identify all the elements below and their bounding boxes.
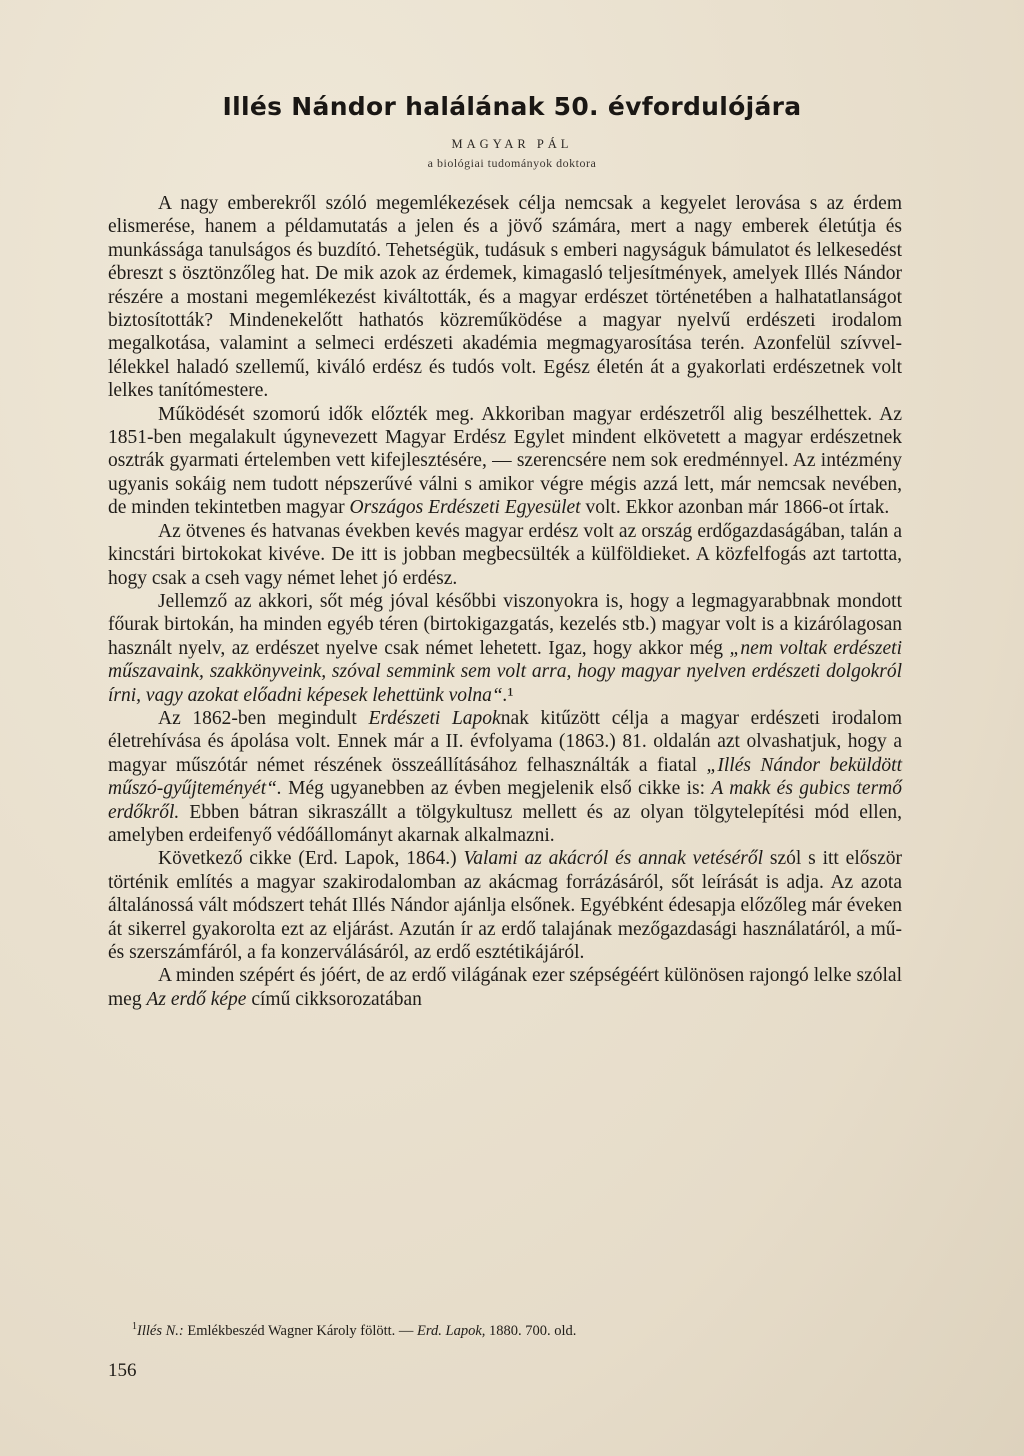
- text-run: Következő cikke (Erd. Lapok, 1864.): [158, 848, 464, 870]
- paragraph: [108, 964, 902, 1011]
- text-run: nak kitűzött célja a magyar erdészeti irodalom életrehívása és ápolása volt. Ennek már a II. évfolyama (1863.) 81. oldalán azt olvashatjuk, hogy a magyar műszótár német részének összeállításához felhasználták a fiatal: [108, 707, 902, 776]
- text-run: Még ugyanebben az évben megjelenik első cikke is:: [281, 778, 712, 800]
- text-run: A nagy emberekről szóló megemlékezések célja nemcsak a kegyelet lerovása s az érdem elismerése, hanem a példamutatás a jelen és a jövő számára, mert a nagy emberek életútja és munkássága tanulságos és buzdító. Tehetségük, tudásuk s emberi nagyságuk bámulatot és lelkesedést ébreszt s ösztönzőleg hat. De mik azok az érdemek, kimagasló teljesítmények, amelyek Illés Nándor részére a mostani megemlékezést kiváltották, és a magyar erdészet történetében a halhatatlanságot biztosították? Mindenekelőtt hathatós közreműködése a magyar nyelvű erdészeti irodalom megalkotása, valamint a selmeci erdészeti akadémia megmagyarosítása terén. Azonfelül szívvel-lélekkel haladó szellemű, kiváló erdész és tudós volt. Egész életén át a gyakorlati erdészetnek volt lelkes tanítómestere.: [108, 193, 902, 402]
- text-run: Ebben bátran sikraszállt a tölgykultusz mellett és az olyan tölgytelepítési mód ellen, amelyben erdeifenyő védőállományt akarnak alkalmazni.: [108, 801, 902, 846]
- footnote-marker: 1: [132, 1321, 137, 1332]
- paragraph: [108, 520, 902, 590]
- italic-text: Országos Erdészeti Egyesület: [349, 497, 581, 519]
- paragraph: [108, 707, 902, 847]
- page-number: 156: [108, 1360, 137, 1381]
- italic-text: „nem voltak erdészeti műszavaink, szakkönyveink, szóval semmink sem volt arra, hogy magyar nyelven erdészeti dolgokról írni, vagy azokat előadni képesek lehettünk volna“.: [108, 637, 902, 706]
- paragraph: [108, 192, 902, 403]
- paragraph: [108, 403, 902, 520]
- text-run: szól s itt először történik említés a magyar szakirodalomban az akácmag forrázásáról, sőt leírását is adja. Az azota általánossá vált módszert tehát Illés Nándor ajánlja elsőnek. Egyébként édesapja előzőleg már éveken át sikerrel gyakorolta ezt az eljárást. Azután ír az erdő talajának mezőgazdasági használatáról, a mű- és szerszámfáról, a fa konzerválásáról, az erdő esztétikájáról.: [108, 848, 902, 963]
- author-name: MAGYAR PÁL: [451, 137, 573, 151]
- italic-text: Erdészeti Lapok: [368, 707, 501, 729]
- footnote-source: Erd. Lapok,: [417, 1322, 486, 1339]
- italic-text: A makk és gubics termő erdőkről.: [108, 778, 902, 823]
- footnote: [132, 1321, 892, 1340]
- text-run: volt. Ekkor azonban már 1866-ot írtak.: [580, 497, 890, 519]
- italic-text: Valami az akácról és annak vetéséről: [463, 848, 764, 870]
- text-run: Működését szomorú idők előzték meg. Akkoriban magyar erdészetről alig beszélhettek. Az 1851-ben megalakult úgynevezett Magyar Erdész Egylet mindent elkövetett a magyar erdészetnek osztrák gyarmati értelemben vett kifejlesztésére, — szerencsére nem sok eredménnyel. Az intézmény ugyanis sokáig nem tudott népszerűvé válni s amikor végre mégis azzá lett, már nemcsak nevében, de minden tekintetben magyar: [108, 403, 902, 519]
- text-run: A minden szépért és jóért, de az erdő világának ezer szépségéért különösen rajongó lelke szólal meg: [108, 965, 902, 1010]
- text-run: Az ötvenes és hatvanas években kevés magyar erdész volt az ország erdőgazdaságában, talán a kincstári birtokokat kivéve. De itt is jobban megbecsülték a külföldieket. A közfelfogás azt tartotta, hogy csak a cseh vagy német lehet jó erdész.: [108, 520, 902, 589]
- text-run: Az 1862-ben megindult: [158, 707, 369, 729]
- footnote-author: Illés N.:: [137, 1322, 184, 1339]
- text-run: című cikksorozatában: [246, 988, 422, 1010]
- text-run: Jellemző az akkori, sőt még jóval későbbi viszonyokra is, hogy a legmagyarabbnak mondott főurak birtokán, ha minden egyéb téren (birtokigazgatás, kezelés stb.) magyar volt is a kizárólagosan használt nyelv, az erdészet nyelve csak német lehetett. Igaz, hogy akkor még: [108, 590, 902, 659]
- italic-text: „Illés Nándor beküldött műszó-gyűjteményét“.: [108, 754, 902, 800]
- author-credentials: a biológiai tudományok doktora: [427, 156, 597, 170]
- footnote-text: Emlékbeszéd Wagner Károly fölött. —: [183, 1322, 418, 1339]
- italic-text: Az erdő képe: [146, 988, 247, 1010]
- paragraph: [108, 847, 902, 964]
- article-body: [108, 192, 902, 1011]
- footnote-rest: 1880. 700. old.: [485, 1322, 577, 1339]
- paragraph: [108, 590, 902, 707]
- text-run: ¹: [507, 684, 514, 706]
- article-title: Illés Nándor halálának 50. évfordulójára: [222, 92, 802, 121]
